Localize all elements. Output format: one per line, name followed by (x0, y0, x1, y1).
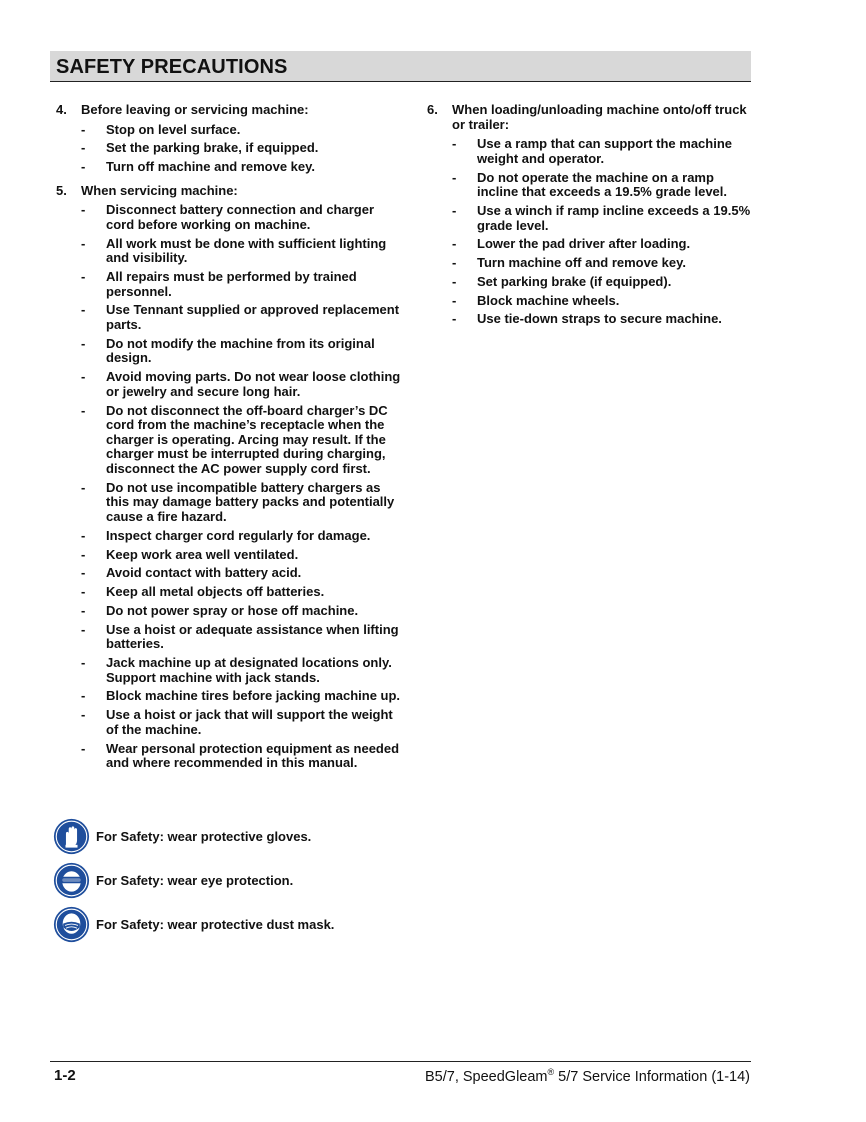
list-item: - Set parking brake (if equipped). (452, 273, 672, 289)
section-4 (56, 103, 401, 175)
list-item: - Jack machine up at designated locations only. Support machine with jack stands. (81, 655, 392, 685)
list-item: - Stop on level surface. (81, 121, 241, 137)
list-item: - Block machine tires before jacking machine up. (81, 688, 401, 704)
section-number: 5. (56, 182, 67, 198)
section-number: 4. (56, 102, 67, 117)
list-item: - Keep work area well ventilated. (81, 546, 299, 562)
list-item: - Avoid moving parts. Do not wear loose clothing or jewelry and secure long hair. (81, 369, 401, 399)
list-item: - Avoid contact with battery acid. (81, 565, 302, 581)
list-item: - Block machine wheels. (452, 292, 620, 308)
list-item: - Use tie-down straps to secure machine. (452, 311, 722, 327)
section-number: 6. (427, 102, 438, 117)
safety-note-text: For Safety: wear protective gloves. (96, 828, 312, 844)
section-header-bar (50, 51, 751, 82)
list-item: - Use a hoist or adequate assistance when lifting batteries. (81, 621, 399, 652)
dust-mask-icon (53, 906, 90, 943)
goggles-icon (53, 862, 90, 899)
safety-note-gloves (53, 817, 453, 855)
list-item: - Lower the pad driver after loading. (452, 236, 691, 252)
section-5 (56, 184, 401, 771)
section-heading: When loading/unloading machine onto/off truck or trailer: (452, 102, 747, 132)
list-item: - Turn machine off and remove key. (452, 255, 687, 271)
list-item: - Disconnect battery connection and charger cord before working on machine. (81, 202, 375, 232)
list-item: - Do not operate the machine on a ramp incline that exceeds a 19.5% grade level. (452, 169, 728, 200)
bullet-list (427, 137, 752, 327)
footer-divider (50, 1061, 751, 1062)
safety-note-eye (53, 861, 453, 899)
list-item: - Turn off machine and remove key. (81, 159, 316, 175)
list-item: - Keep all metal objects off batteries. (81, 584, 325, 600)
page-title: SAFETY PRECAUTIONS (56, 56, 288, 78)
section-heading: Before leaving or servicing machine: (81, 102, 309, 117)
list-item: - All repairs must be performed by trained personnel. (81, 269, 357, 299)
safety-note-text: For Safety: wear protective dust mask. (96, 916, 335, 932)
list-item: - Use Tennant supplied or approved replacement parts. (81, 302, 400, 333)
list-item: - Do not disconnect the off-board charger’s DC cord from the machine’s receptacle when the charger is operating. Arcing may result. If the charger must be interrupted during charging, disconnect the AC power supply cord first. (81, 402, 388, 476)
list-item: - Set the parking brake, if equipped. (81, 140, 319, 156)
list-item: - Use a hoist or jack that will support the weight of the machine. (81, 707, 393, 737)
bullet-list (56, 123, 401, 175)
list-item: - All work must be done with sufficient lighting and visibility. (81, 235, 387, 266)
document-title: B5/7, SpeedGleam® 5/7 Service Information (1-14) (424, 1067, 750, 1085)
list-item: - Use a winch if ramp incline exceeds a 19.5% grade level. (452, 202, 751, 233)
list-item: - Do not modify the machine from its original design. (81, 335, 375, 366)
gloves-icon (53, 818, 90, 855)
list-item: - Use a ramp that can support the machine weight and operator. (452, 136, 733, 166)
bullet-list (56, 203, 401, 770)
left-column (56, 103, 401, 780)
safety-note-text: For Safety: wear eye protection. (96, 872, 294, 888)
section-6 (427, 103, 752, 327)
list-item: - Do not power spray or hose off machine. (81, 602, 359, 618)
safety-note-mask (53, 905, 453, 943)
list-item: - Inspect charger cord regularly for damage. (81, 527, 371, 543)
page-number: 1-2 (54, 1067, 76, 1084)
list-item: - Wear personal protection equipment as needed and where recommended in this manual. (81, 740, 400, 771)
list-item: - Do not use incompatible battery chargers as this may damage battery packs and potentially cause a fire hazard. (81, 479, 395, 524)
section-heading: When servicing machine: (81, 182, 238, 198)
right-column (427, 103, 752, 336)
